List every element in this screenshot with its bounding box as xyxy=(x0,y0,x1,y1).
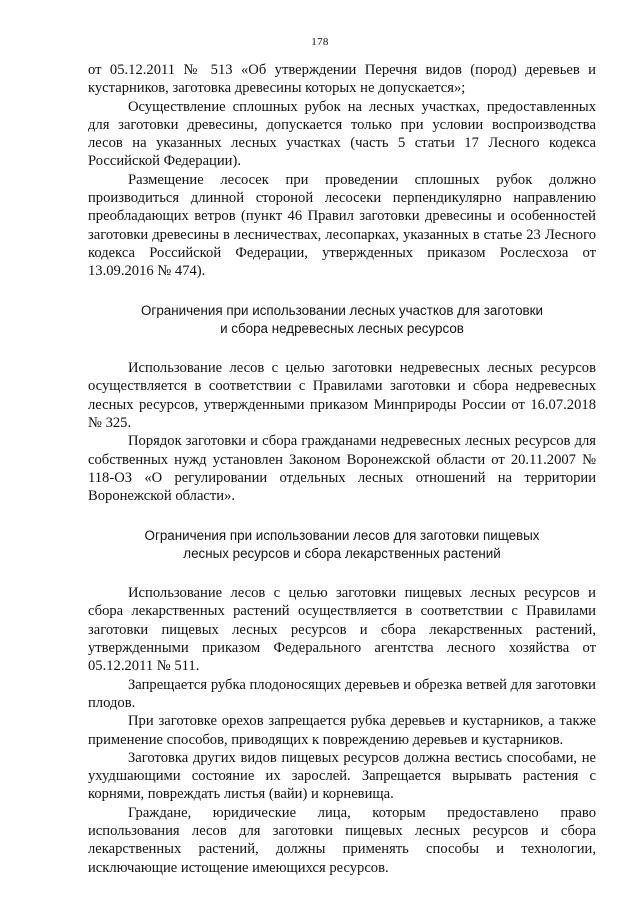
paragraph-users-obligations: Граждане, юридические лица, которым предоставлено право использования лесов для заготовки пищевых лесных ресурсов и сбора лекарственных растений, должны применять способы и технологии, исключающие истощение имеющихся ресурсов. xyxy=(88,804,596,876)
heading-line: и сбора недревесных лесных ресурсов xyxy=(220,320,464,336)
paragraph-regional-law: Порядок заготовки и сбора гражданами недревесных лесных ресурсов для собственных нужд установлен Законом Воронежской области от 20.11.2007 № 118-ОЗ «О регулировании отдельных лесных отношений на территории Воронежской области». xyxy=(88,433,596,505)
section-heading-food-resources xyxy=(88,527,596,564)
paragraph-other-food: Заготовка других видов пищевых ресурсов должна вестись способами, не ухудшающими состояние их зарослей. Запрещается вырывать растения с корнями, повреждать листья (вайи) и корневища. xyxy=(88,749,596,803)
heading-line: лесных ресурсов и сбора лекарственных растений xyxy=(183,545,501,561)
paragraph-continued: от 05.12.2011 № 513 «Об утверждении Перечня видов (пород) деревьев и кустарников, заготовка древесины которых не допускается»; xyxy=(88,62,596,97)
paragraph-non-timber-rules: Использование лесов с целью заготовки недревесных лесных ресурсов осуществляется в соответствии с Правилами заготовки и сбора недревесных лесных ресурсов, утвержденными приказом Минприроды России от 16.07.2018 № 325. xyxy=(88,360,596,432)
document-body xyxy=(88,61,596,877)
heading-line: Ограничения при использовании лесных участков для заготовки xyxy=(141,302,543,318)
paragraph-nuts: При заготовке орехов запрещается рубка деревьев и кустарников, а также применение способов, приводящих к повреждению деревьев и кустарников. xyxy=(88,713,596,748)
paragraph-fruit-trees: Запрещается рубка плодоносящих деревьев и обрезка ветвей для заготовки плодов. xyxy=(88,676,596,711)
paragraph-cutting-areas: Размещение лесосек при проведении сплошных рубок должно производиться длинной стороной лесосеки перпендикулярно направлению преобладающих ветров (пункт 46 Правил заготовки древесины и особенностей заготовки древесины в лесничествах, лесопарках, указанных в статье 23 Лесного кодекса Российской Федерации, утвержденных приказом Рослесхоза от 13.09.2016 № 474). xyxy=(88,171,596,280)
paragraph-food-resources-rules: Использование лесов с целью заготовки пищевых лесных ресурсов и сбора лекарственных растений осуществляется в соответствии с Правилами заготовки пищевых лесных ресурсов и сбора лекарственных растений, утвержденными приказом Федерального агентства лесного хозяйства от 05.12.2011 № 511. xyxy=(88,585,596,675)
page-number: 178 xyxy=(311,36,329,48)
heading-line: Ограничения при использовании лесов для заготовки пищевых xyxy=(144,527,540,543)
section-heading-non-timber xyxy=(88,302,596,339)
paragraph-clear-cutting: Осуществление сплошных рубок на лесных участках, предоставленных для заготовки древесины, допускается только при условии воспроизводства лесов на указанных лесных участках (часть 5 статьи 17 Лесного кодекса Российской Федерации). xyxy=(88,98,596,170)
